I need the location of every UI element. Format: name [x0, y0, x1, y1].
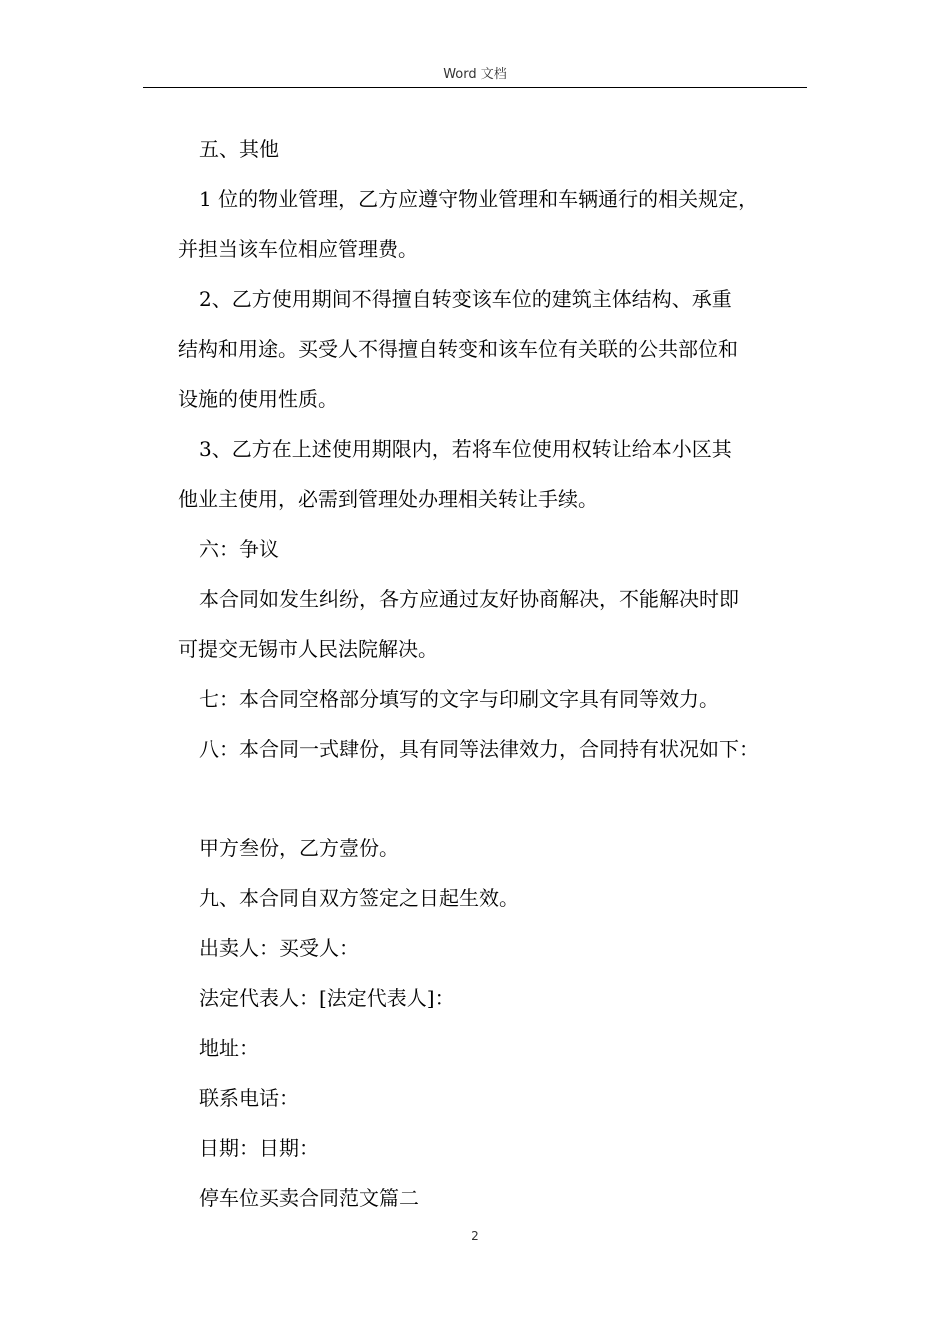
paragraph-line: 3、乙方在上述使用期限内，若将车位使用权转让给本小区其 — [199, 437, 732, 461]
paragraph-line: 设施的使用性质。 — [178, 387, 338, 411]
section-heading-other: 五、其他 — [199, 137, 279, 161]
paragraph-line: 并担当该车位相应管理费。 — [178, 237, 418, 261]
section-heading-dispute: 六：争议 — [199, 537, 279, 561]
header-title: Word 文档 — [443, 67, 507, 82]
paragraph-line: 1 位的物业管理，乙方应遵守物业管理和车辆通行的相关规定， — [199, 187, 759, 211]
signature-legal-rep: 法定代表人：[法定代表人]： — [199, 986, 455, 1010]
paragraph-line: 本合同如发生纠纷，各方应通过友好协商解决，不能解决时即 — [199, 587, 739, 611]
signature-address: 地址： — [199, 1036, 259, 1060]
paragraph-line: 七：本合同空格部分填写的文字与印刷文字具有同等效力。 — [199, 687, 719, 711]
signature-phone: 联系电话： — [199, 1086, 299, 1110]
paragraph-line: 结构和用途。买受人不得擅自转变和该车位有关联的公共部位和 — [178, 337, 738, 361]
header-divider — [143, 87, 807, 88]
paragraph-line: 2、乙方使用期间不得擅自转变该车位的建筑主体结构、承重 — [199, 287, 732, 311]
next-section-title: 停车位买卖合同范文篇二 — [199, 1186, 419, 1210]
signature-date: 日期：日期： — [199, 1136, 319, 1160]
paragraph-line: 甲方叁份，乙方壹份。 — [199, 836, 399, 860]
paragraph-line: 他业主使用，必需到管理处办理相关转让手续。 — [178, 487, 598, 511]
paragraph-line: 八：本合同一式肆份，具有同等法律效力，合同持有状况如下： — [199, 737, 759, 761]
signature-seller-buyer: 出卖人：买受人： — [199, 936, 359, 960]
paragraph-line: 可提交无锡市人民法院解决。 — [178, 637, 438, 661]
paragraph-line: 九、本合同自双方签定之日起生效。 — [199, 886, 519, 910]
page-number: 2 — [471, 1229, 479, 1243]
